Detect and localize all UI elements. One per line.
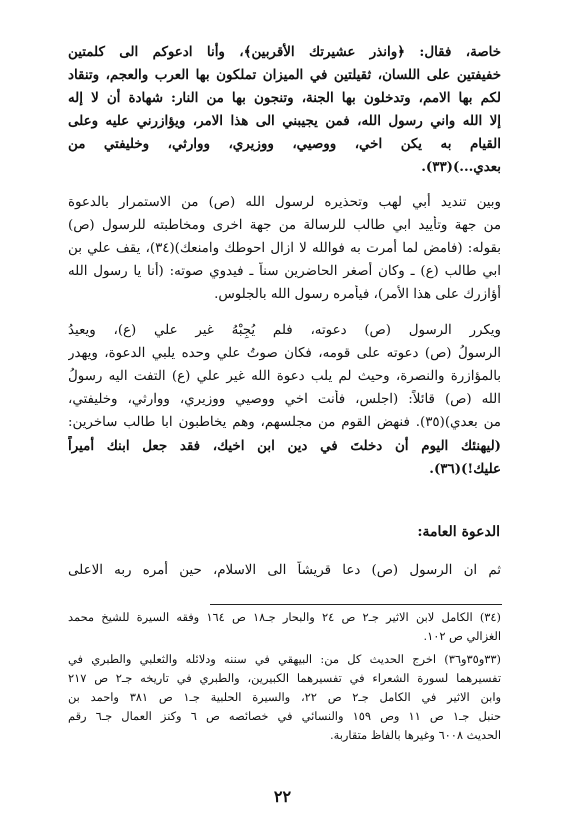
footnote-line: الحديث ٦٠٠٨ وغيرها بالفاظ متقاربة.: [329, 728, 501, 742]
page-number: ٢٢: [273, 787, 292, 806]
footnote-line: حنبل جـ١ ص ١١ وص ١٥٩ والنسائي في خصائصه ص ٦ وكنز العمال جـ٦ رقم: [68, 709, 501, 723]
body-line: خاصة، فقال: ﴿وانذر عشيرتك الأقربين﴾، وأنا ادعوكم الى كلمتين: [68, 44, 501, 60]
body-line: بقوله: (فامض لما أمرت به فوالله لا ازال احوطك وامنعك)(٣٤)، يقف علي بن: [68, 241, 501, 256]
body-line: عليك!)(٣٦).: [429, 461, 501, 477]
body-line: القيام به يكن اخي، ووصيي، ووزيري، ووارثي، وخليفتي من: [68, 136, 501, 152]
body-line: وبين تنديد أبي لهب وتحذيره لرسول الله (ص) من الاستمرار بالدعوة: [68, 195, 501, 210]
body-line: ويكرر الرسول (ص) دعوته، فلم يُجِبْهُ غير علي (ع)، ويعيدُ: [68, 323, 501, 338]
body-line: ابي طالب (ع) ـ وكان أصغر الحاضرين سناً ـ فيدوي صوته: (أنا يا رسول الله: [68, 264, 501, 279]
body-line: من بعدي)(٣٥). فنهض القوم من مجلسهم، وهم يخاطبون ابا طالب ساخرين:: [68, 415, 501, 430]
body-line: بعدي...)(٣٣).: [421, 159, 501, 175]
body-line: لكم بها الامم، وتدخلون بها الجنة، وتنجون بها من النار: شهادة أن لا إله: [68, 90, 501, 106]
body-line: خفيفتين على اللسان، ثقيلتين في الميزان تملكون بها العرب والعجم، وتنقاد: [68, 67, 501, 83]
footnote-line: (٣٤) الكامل لابن الاثير جـ٢ ص ٢٤ والبحار جـ١٨ ص ١٦٤ وفقه السيرة للشيخ محمد: [68, 610, 501, 624]
footnote-line: (٣٣و٣٥و٣٦) اخرج الحديث كل من: البيهقي في سننه ودلائله والثعلبي والطبري في: [68, 652, 501, 666]
footnote-line: الغزالي ص ١٠٢.: [423, 629, 501, 643]
section-heading: الدعوة العامة:: [417, 524, 500, 540]
body-line: من جهة وتأييد ابي طالب للرسالة من جهة اخرى ومخاطبته للرسول (ص): [68, 218, 501, 233]
body-line: بالمؤازرة والنصرة، وحيث لم يلب دعوة الله غير علي (ع) التفت اليه رسولُ: [68, 369, 501, 384]
footnote-divider: [210, 604, 502, 605]
body-line: ثم ان الرسول (ص) دعا قريشاً الى الاسلام، حين أمره ربه الاعلى: [68, 563, 501, 578]
body-line: أؤازرك على هذا الأمر)، فيأمره رسول الله بالجلوس.: [214, 287, 501, 302]
footnote-line: وابن الاثير في الكامل جـ٢ ص ٢٢، والسيرة الحلبية جـ١ ص ٣٨١ واحمد بن: [68, 690, 501, 704]
body-line: الله (ص) قائلاً: (اجلس، فأنت اخي ووصيي ووزيري، ووارثي، وخليفتي،: [68, 392, 501, 407]
body-line: الرسولُ (ص) دعوته على قومه، فكان صوتُ علي وحده يلبي الدعوة، ويهدر: [68, 346, 501, 361]
body-line: إلا الله واني رسول الله، فمن يجيبني الى هذا الامر، ويؤازرني عليه وعلى: [68, 113, 501, 129]
footnote-line: تفسيرهما لسورة الشعراء في تفسيرهما الكبيرين، والطبري في تاريخه جـ٢ ص ٢١٧: [68, 671, 501, 685]
body-line: (ليهنئك اليوم أن دخلتَ في دين ابن اخيك، فقد جعل ابنك أميراً: [68, 438, 501, 454]
